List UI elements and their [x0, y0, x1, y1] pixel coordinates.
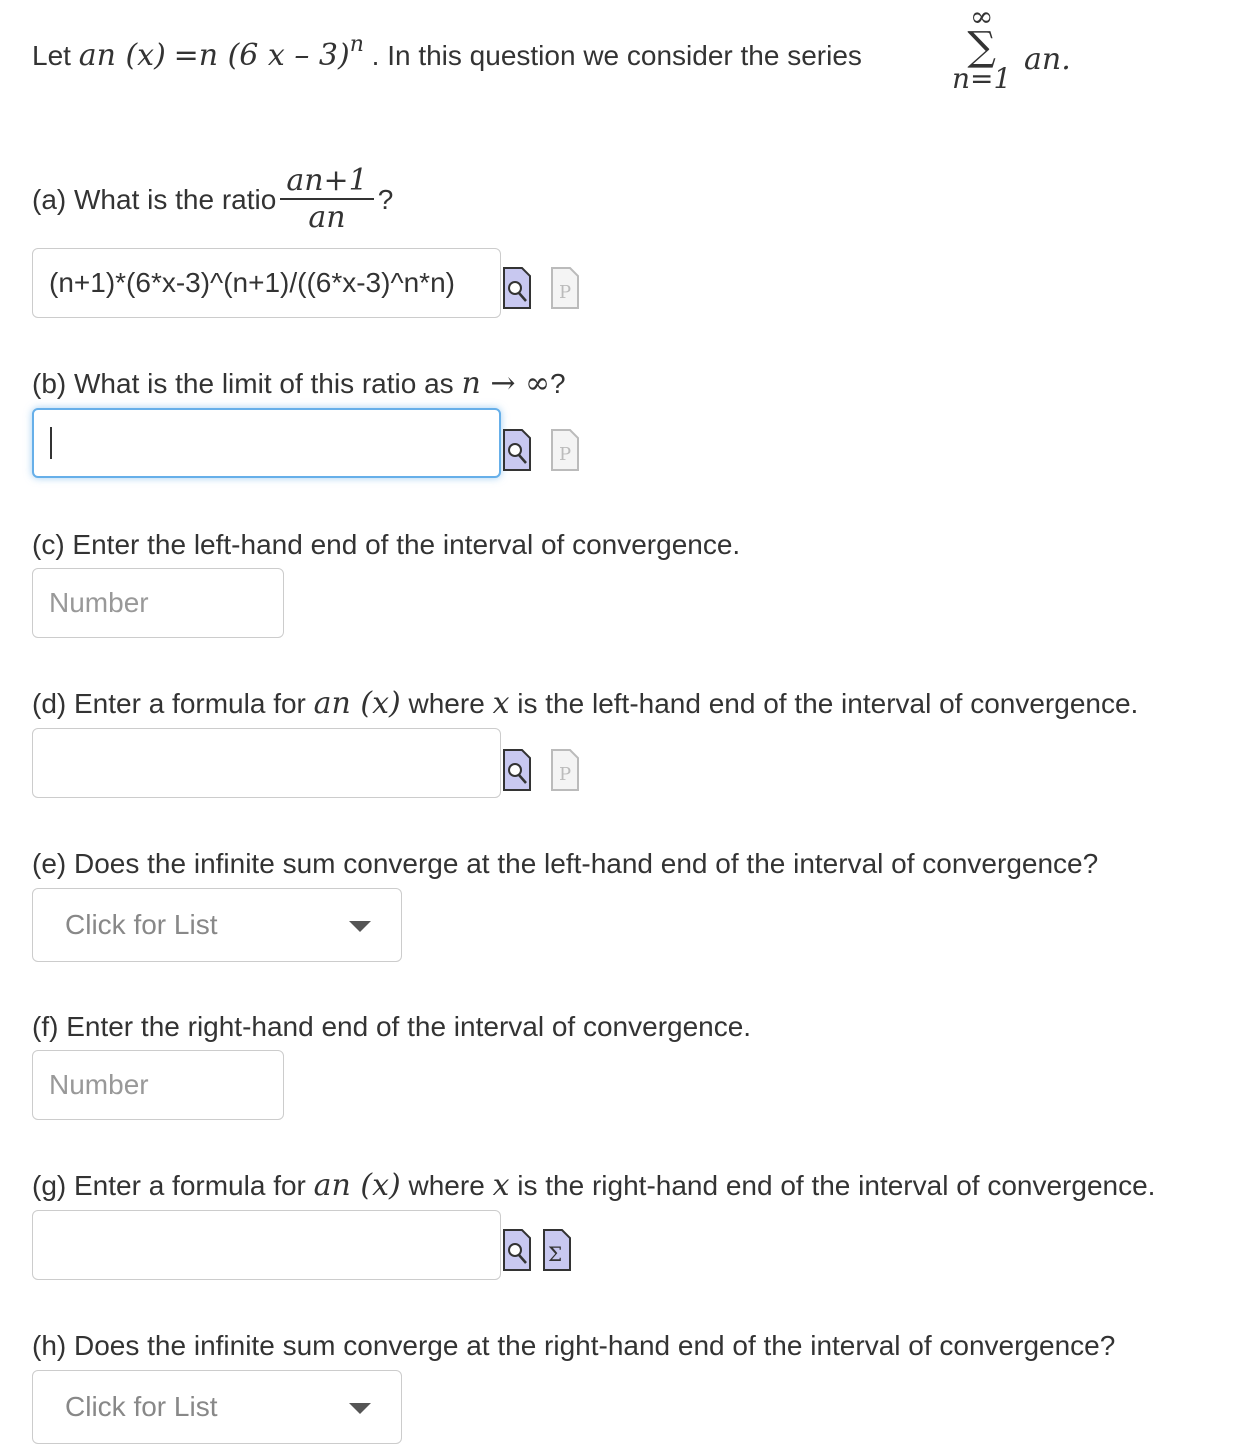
part-g-question — [32, 1168, 1155, 1204]
intro-rhs: n (6 x – 3) — [198, 38, 350, 73]
part-c-label: (c) Enter the left-hand end of the interval of convergence. — [32, 529, 741, 560]
sum-lower-limit: n=1 — [952, 62, 1012, 95]
right-converge-select-text: Click for List — [65, 1391, 218, 1422]
part-a-qmark: ? — [377, 184, 394, 215]
part-h-question — [32, 1328, 1115, 1364]
part-g-label2: where — [408, 1170, 485, 1201]
right-converge-select[interactable] — [32, 1370, 402, 1444]
ratio-fraction — [280, 164, 373, 236]
part-d-math2: x — [492, 686, 510, 721]
limit-answer-input[interactable] — [32, 408, 501, 478]
caret-down-icon — [349, 1403, 371, 1414]
part-h-label: (h) Does the infinite sum converge at the right-hand end of the interval of convergence? — [32, 1330, 1116, 1361]
part-a-label: (a) What is the ratio — [32, 184, 277, 215]
svg-text:P: P — [559, 444, 572, 465]
sum-symbol: ∑ — [967, 24, 996, 70]
preview-icon[interactable] — [502, 748, 532, 792]
plain-text-icon[interactable] — [550, 266, 580, 310]
series-term-wrap — [1024, 42, 1071, 78]
ratio-numerator: an+1 — [280, 164, 373, 200]
caret-down-icon — [349, 921, 371, 932]
part-b-qmark: ? — [550, 368, 566, 399]
text-caret — [50, 427, 52, 459]
formula-editor-icon[interactable] — [542, 1228, 572, 1272]
left-converge-select[interactable] — [32, 888, 402, 962]
sum-upper-limit: ∞ — [969, 0, 994, 33]
intro-func: an (x) — [78, 38, 166, 73]
right-end-placeholder: Number — [49, 1069, 149, 1100]
intro-eq: = — [173, 38, 199, 73]
part-g-label1: (g) Enter a formula for — [32, 1170, 306, 1201]
ratio-answer-input[interactable] — [32, 248, 501, 318]
part-d-question — [32, 686, 1138, 722]
part-d-label3: is the left-hand end of the interval of convergence. — [517, 688, 1139, 719]
preview-icon[interactable] — [502, 1228, 532, 1272]
problem-statement — [32, 32, 862, 77]
svg-text:P: P — [559, 764, 572, 785]
intro-prefix: Let — [32, 40, 71, 71]
part-d-math1: an (x) — [313, 686, 401, 721]
svg-text:P: P — [559, 282, 572, 303]
part-e-question — [32, 846, 1098, 882]
part-d-label1: (d) Enter a formula for — [32, 688, 306, 719]
part-e-label: (e) Does the infinite sum converge at the left-hand end of the interval of convergence? — [32, 848, 1099, 879]
part-c-question — [32, 527, 740, 563]
preview-icon[interactable] — [502, 266, 532, 310]
part-f-label: (f) Enter the right-hand end of the interval of convergence. — [32, 1011, 752, 1042]
left-end-input[interactable] — [32, 568, 284, 638]
left-formula-input[interactable] — [32, 728, 501, 798]
part-b-question — [32, 366, 566, 402]
part-f-question — [32, 1009, 751, 1045]
intro-mid: . In this question we consider the series — [371, 40, 862, 71]
ratio-denominator: an — [308, 200, 346, 235]
left-converge-select-text: Click for List — [65, 909, 218, 940]
part-g-math2: x — [492, 1168, 510, 1203]
part-g-label3: is the right-hand end of the interval of convergence. — [517, 1170, 1156, 1201]
series-term: an. — [1024, 42, 1071, 77]
part-g-math1: an (x) — [313, 1168, 401, 1203]
left-end-placeholder: Number — [49, 587, 149, 618]
right-end-input[interactable] — [32, 1050, 284, 1120]
svg-text:Σ: Σ — [548, 1242, 563, 1266]
right-formula-input[interactable] — [32, 1210, 501, 1280]
ratio-answer-value: (n+1)*(6*x-3)^(n+1)/((6*x-3)^n*n) — [49, 267, 455, 298]
plain-text-icon[interactable] — [550, 428, 580, 472]
part-a-question — [32, 164, 393, 236]
intro-exponent: n — [349, 32, 364, 57]
series-sum — [952, 0, 1012, 95]
plain-text-icon[interactable] — [550, 748, 580, 792]
part-b-label: (b) What is the limit of this ratio as — [32, 368, 454, 399]
part-b-math: n → ∞ — [461, 366, 550, 401]
part-d-label2: where — [408, 688, 485, 719]
preview-icon[interactable] — [502, 428, 532, 472]
